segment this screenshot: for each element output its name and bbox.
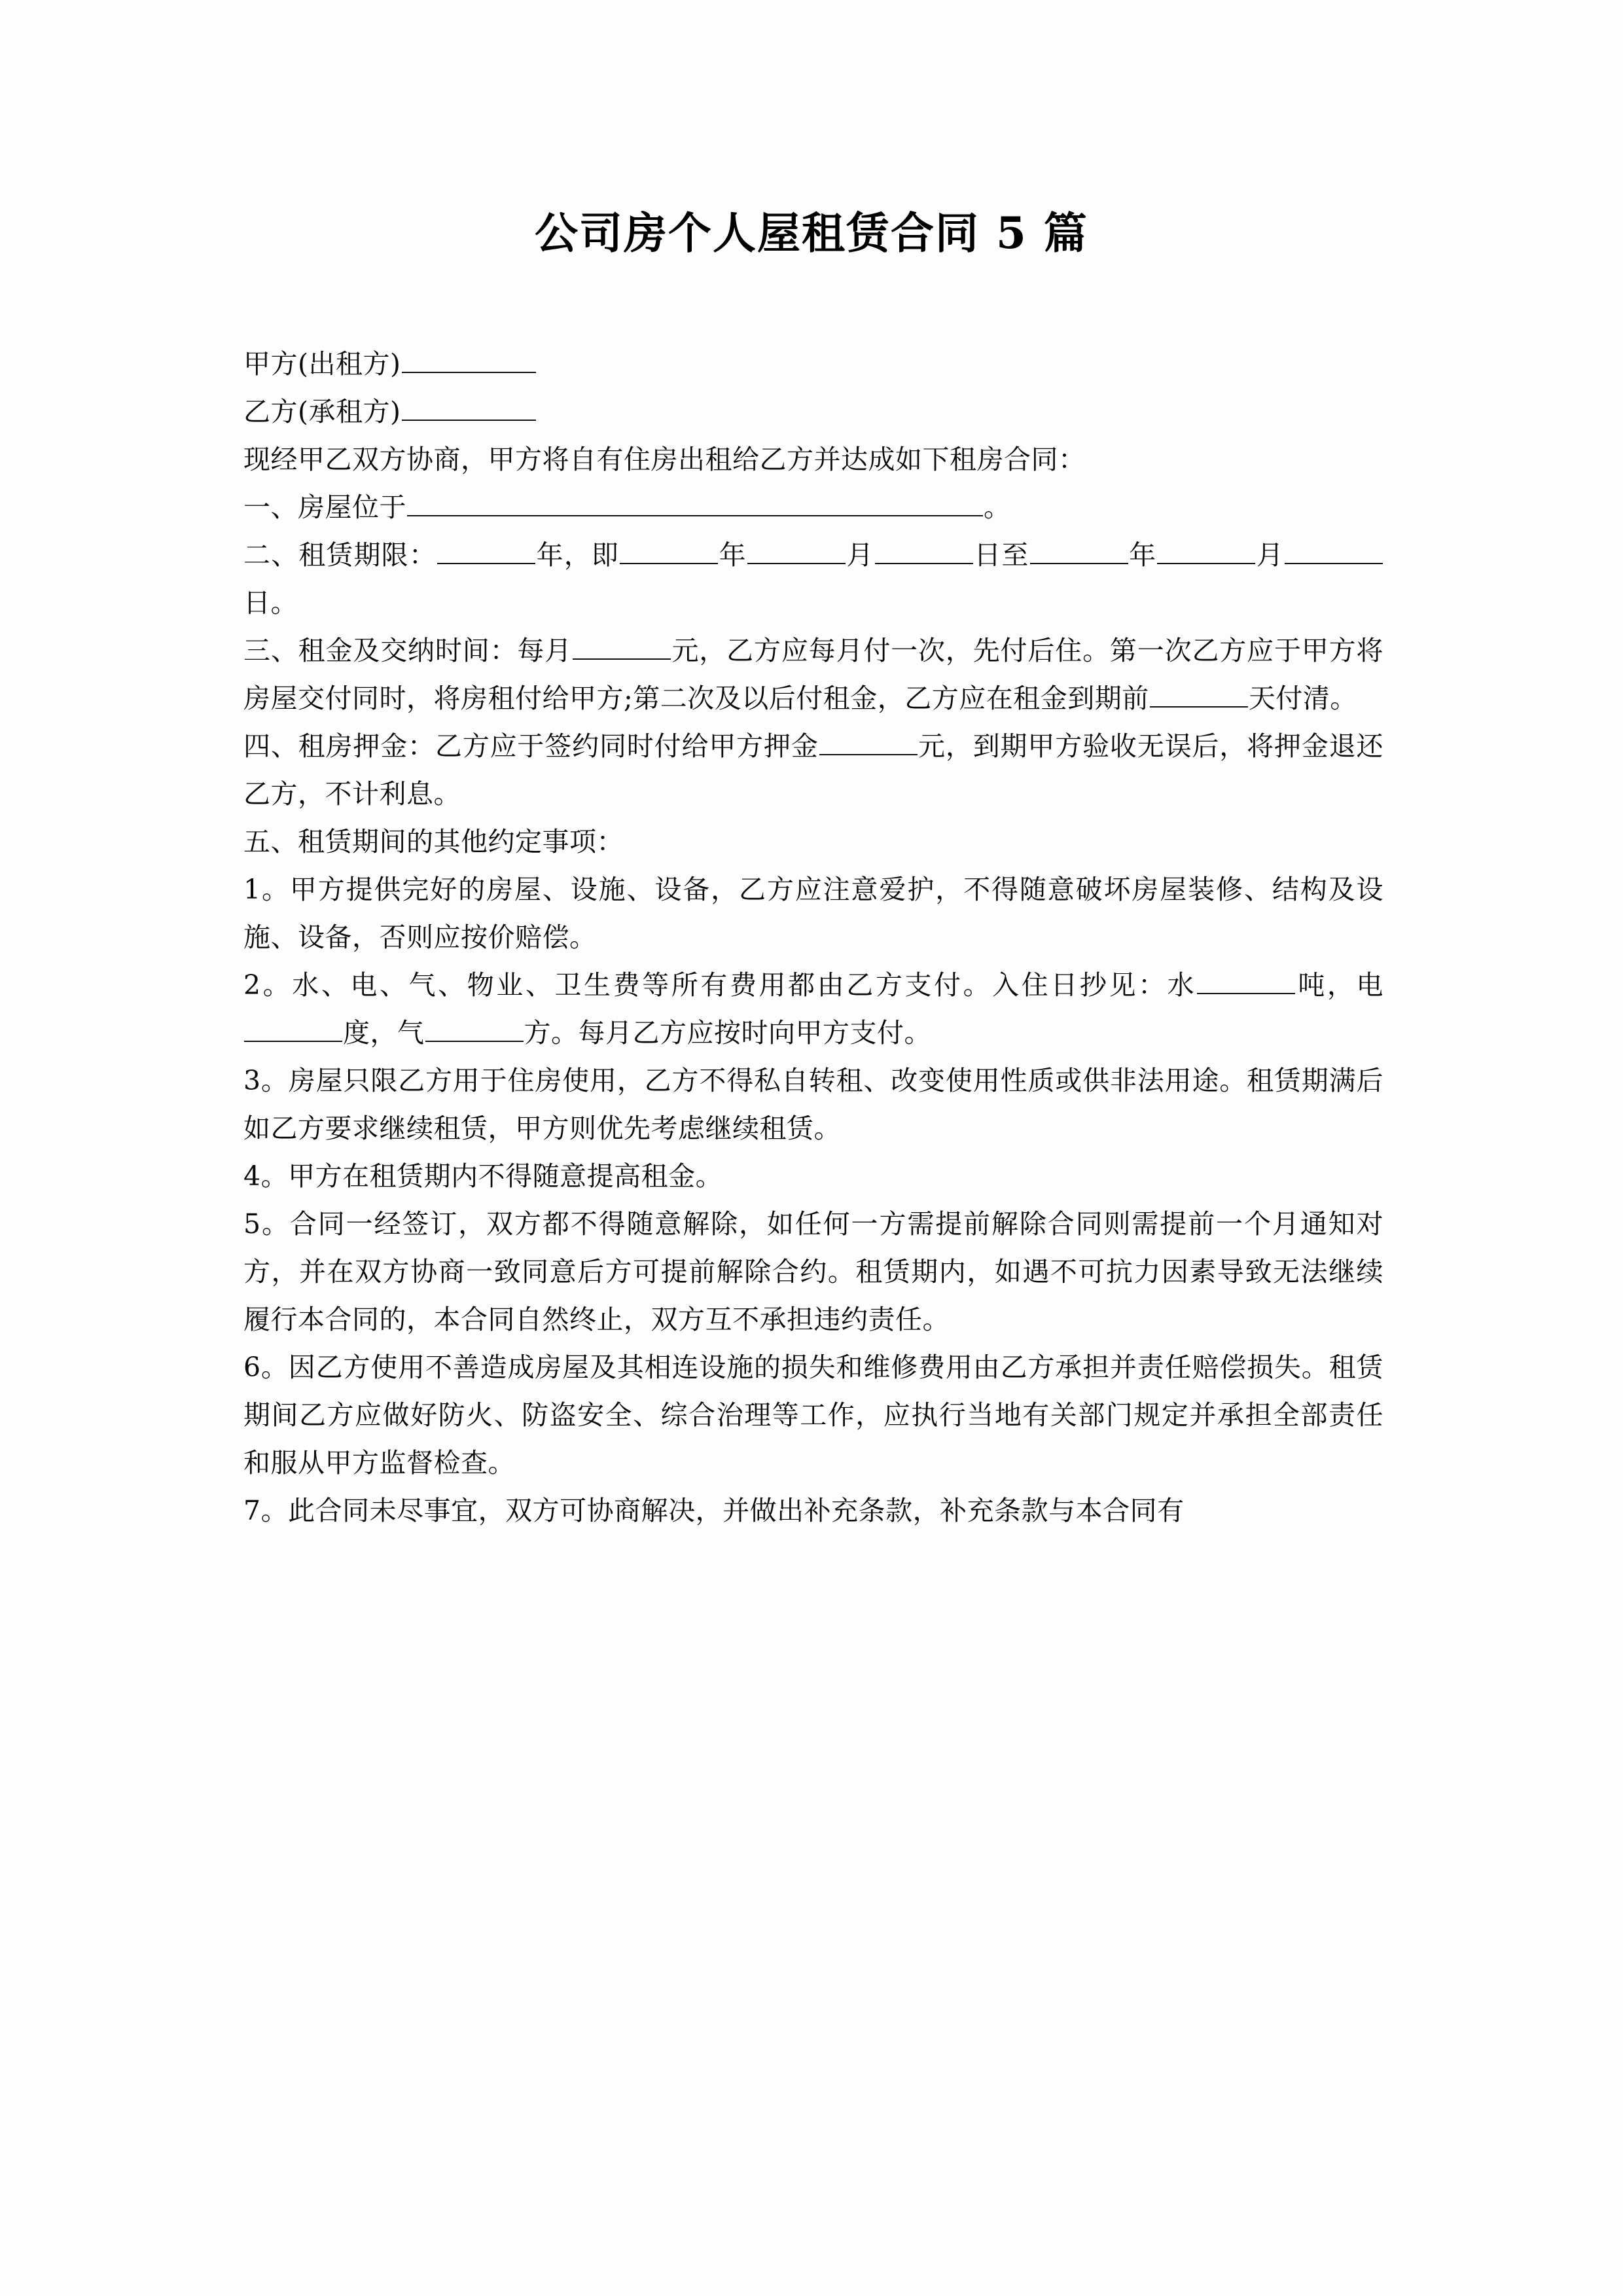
clause-3-tail: 天付清。 (1248, 683, 1357, 714)
item-2-part-d: 方。每月乙方应按时向甲方支付。 (524, 1017, 931, 1049)
end-day-blank[interactable] (1285, 535, 1383, 564)
clause-2-end-month-unit: 月 (1256, 539, 1285, 571)
item-7: 7。此合同未尽事宜，双方可协商解决，并做出补充条款，补充条款与本合同有 (243, 1495, 1185, 1526)
address-blank[interactable] (407, 487, 983, 516)
gas-reading-blank[interactable] (425, 1013, 524, 1042)
start-month-blank[interactable] (747, 535, 846, 564)
term-years-blank[interactable] (437, 535, 535, 564)
item-6: 6。因乙方使用不善造成房屋及其相连设施的损失和维修费用由乙方承担并责任赔偿损失。租赁期间乙方应做好防火、防盗安全、综合治理等工作，应执行当地有关部门规定并承担全部责任和服从甲方监督检查。 (243, 1352, 1383, 1479)
party-a-label: 甲方(出租方) (243, 348, 401, 380)
clause-2-end-year-unit: 年 (1128, 539, 1157, 571)
clause-2-end-day-unit: 日。 (243, 587, 298, 619)
clause-2-label: 二、租赁期限： (243, 539, 437, 571)
party-a-blank[interactable] (402, 344, 536, 373)
clause-4-label: 四、租房押金：乙方应于签约同时付给甲方押金 (243, 730, 819, 762)
item-3: 3。房屋只限乙方用于住房使用，乙方不得私自转租、改变使用性质或供非法用途。租赁期满后如乙方要求继续租赁，甲方则优先考虑继续租赁。 (243, 1065, 1383, 1144)
item-2 (243, 961, 1383, 1057)
monthly-rent-blank[interactable] (573, 630, 671, 660)
electricity-reading-blank[interactable] (244, 1013, 342, 1042)
clause-1-period: 。 (984, 492, 1011, 523)
clause-3-text: 元，乙方应每月付一次，先付后住。第一次乙方应于甲方将房屋交付同时，将房租付给甲方;第二次及以后付租金，乙方应在租金到期前 (243, 635, 1384, 714)
clause-4-text: 元，到期甲方验收无误后，将押金退还乙方，不计利息。 (243, 730, 1384, 810)
item-2-part-c: 度，气 (343, 1017, 425, 1049)
clause-3-label: 三、租金及交纳时间：每月 (243, 635, 573, 666)
clause-2-day-to: 日至 (973, 539, 1029, 571)
document-body (243, 340, 1383, 1535)
end-year-blank[interactable] (1030, 535, 1128, 564)
party-b-label: 乙方(承租方) (243, 396, 401, 427)
start-day-blank[interactable] (875, 535, 973, 564)
item-1: 1。甲方提供完好的房屋、设施、设备，乙方应注意爱护，不得随意破坏房屋装修、结构及设施、设备，否则应按价赔偿。 (243, 874, 1383, 953)
clause-1-label: 一、房屋位于 (243, 492, 406, 523)
clause-2-month-unit: 月 (846, 539, 874, 571)
clause-5-heading: 五、租赁期间的其他约定事项： (243, 826, 624, 857)
party-a-line (243, 340, 1383, 388)
clause-2-years: 年，即 (535, 539, 620, 571)
start-year-blank[interactable] (620, 535, 718, 564)
end-month-blank[interactable] (1157, 535, 1255, 564)
item-4: 4。甲方在租赁期内不得随意提高租金。 (243, 1160, 723, 1192)
item-5: 5。合同一经签订，双方都不得随意解除，如任何一方需提前解除合同则需提前一个月通知对方，并在双方协商一致同意后方可提前解除合约。租赁期内，如遇不可抗力因素导致无法继续履行本合同的，本合同自然终止，双方互不承担违约责任。 (243, 1208, 1383, 1335)
water-reading-blank[interactable] (1197, 965, 1295, 994)
preamble-paragraph: 现经甲乙双方协商，甲方将自有住房出租给乙方并达成如下租房合同： (243, 444, 1086, 475)
payment-days-blank[interactable] (1150, 678, 1248, 708)
party-b-blank[interactable] (402, 391, 536, 421)
deposit-amount-blank[interactable] (819, 726, 918, 755)
item-2-part-a: 2。水、电、气、物业、卫生费等所有费用都由乙方支付。入住日抄见：水 (243, 969, 1197, 1001)
clause-4-deposit (243, 723, 1383, 818)
page-title: 公司房个人屋租赁合同 5 篇 (535, 207, 1088, 259)
party-b-line (243, 388, 1383, 436)
clause-2-term (243, 531, 1383, 627)
item-2-part-b: 吨，电 (1296, 969, 1383, 1001)
clause-2-year-unit: 年 (719, 539, 747, 571)
clause-1-location (243, 484, 1383, 531)
clause-3-rent (243, 627, 1383, 723)
